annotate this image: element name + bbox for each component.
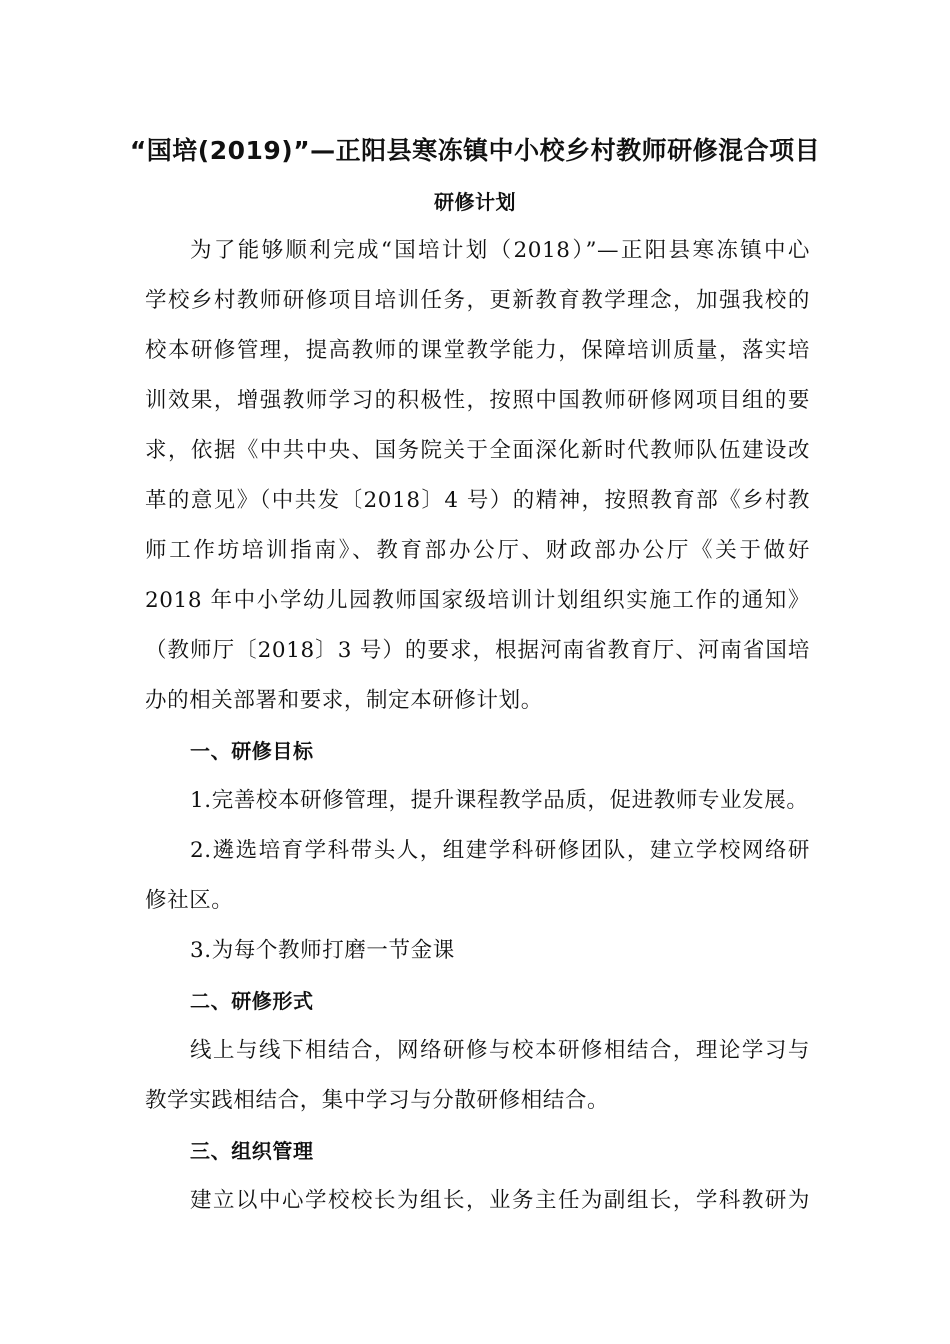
intro-paragraph-line: （教师厅〔2018〕3 号）的要求，根据河南省教育厅、河南省国培 bbox=[145, 638, 810, 663]
intro-paragraph-line: 师工作坊培训指南》、教育部办公厅、财政部办公厅《关于做好 bbox=[145, 538, 810, 563]
section-heading-organization: 三、组织管理 bbox=[190, 1139, 314, 1163]
intro-paragraph-line: 学校乡村教师研修项目培训任务，更新教育教学理念，加强我校的 bbox=[145, 288, 810, 313]
section-heading-form: 二、研修形式 bbox=[190, 989, 314, 1013]
document-subtitle: 研修计划 bbox=[434, 190, 516, 214]
form-paragraph-line: 线上与线下相结合，网络研修与校本研修相结合，理论学习与 bbox=[190, 1038, 810, 1063]
intro-paragraph-line: 革的意见》（中共发〔2018〕4 号）的精神，按照教育部《乡村教 bbox=[145, 488, 810, 513]
form-paragraph-line: 教学实践相结合，集中学习与分散研修相结合。 bbox=[145, 1088, 610, 1113]
goal-item-2-continued: 修社区。 bbox=[145, 888, 234, 913]
goal-item-3: 3.为每个教师打磨一节金课 bbox=[190, 938, 455, 963]
intro-paragraph-line: 2018 年中小学幼儿园教师国家级培训计划组织实施工作的通知》 bbox=[145, 588, 810, 613]
intro-paragraph-line: 求，依据《中共中央、国务院关于全面深化新时代教师队伍建设改 bbox=[145, 438, 810, 463]
organization-paragraph-line: 建立以中心学校校长为组长，业务主任为副组长，学科教研为 bbox=[190, 1188, 810, 1213]
intro-paragraph-line: 校本研修管理，提高教师的课堂教学能力，保障培训质量，落实培 bbox=[145, 338, 810, 363]
goal-item-2: 2.遴选培育学科带头人，组建学科研修团队，建立学校网络研 bbox=[190, 838, 810, 863]
section-heading-goals: 一、研修目标 bbox=[190, 739, 314, 763]
intro-paragraph-line: 为了能够顺利完成“国培计划（2018）”—正阳县寒冻镇中心 bbox=[190, 238, 810, 263]
document-title: “国培(2019)”—正阳县寒冻镇中小校乡村教师研修混合项目 bbox=[129, 136, 821, 165]
intro-paragraph-line: 训效果，增强教师学习的积极性，按照中国教师研修网项目组的要 bbox=[145, 388, 810, 413]
intro-paragraph-line: 办的相关部署和要求，制定本研修计划。 bbox=[145, 688, 543, 713]
goal-item-1: 1.完善校本研修管理，提升课程教学品质，促进教师专业发展。 bbox=[190, 788, 809, 813]
